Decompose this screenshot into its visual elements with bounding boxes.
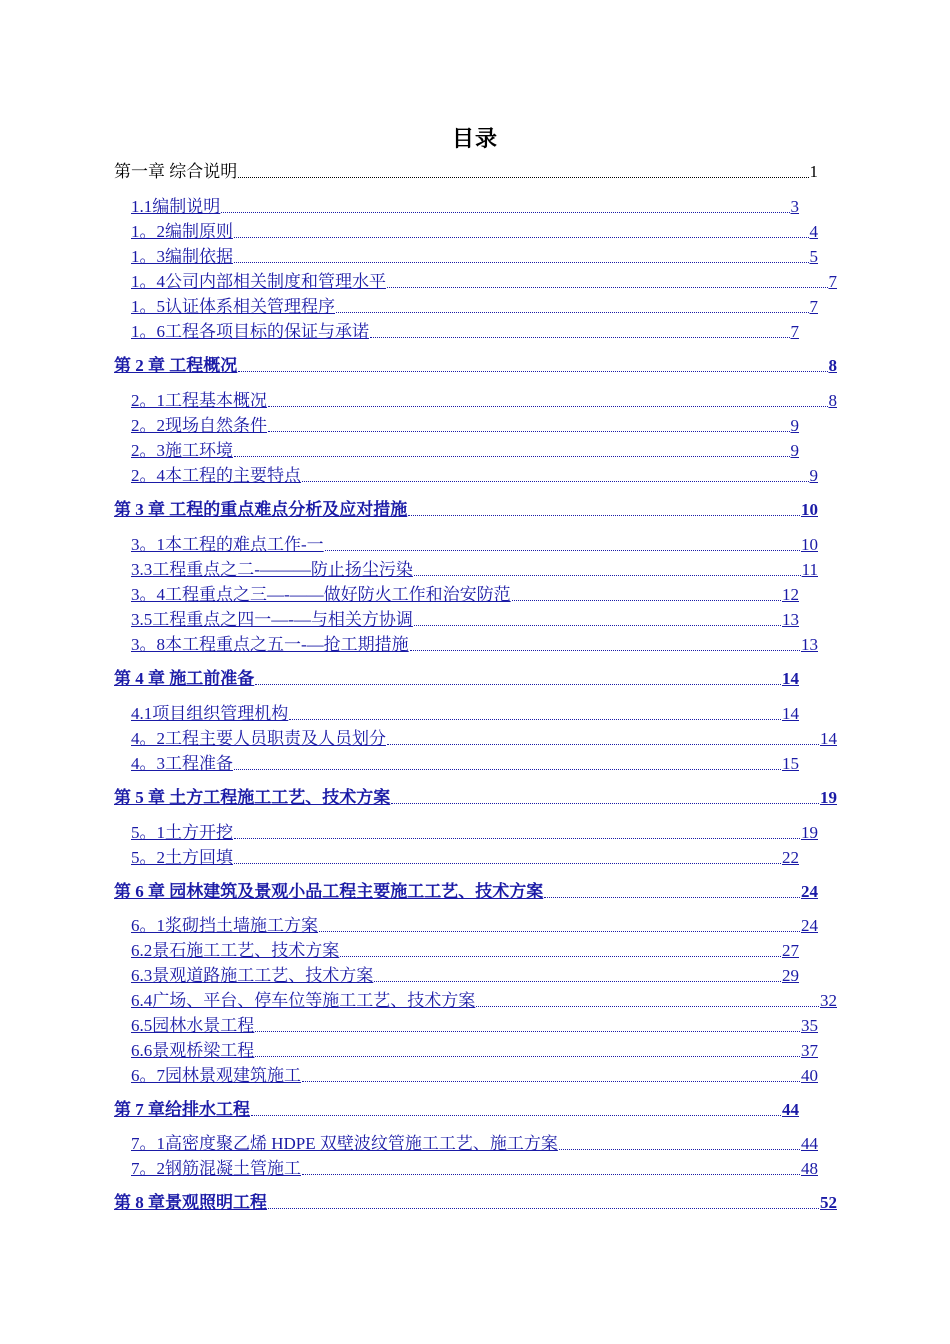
toc-label: 第一章 综合说明 bbox=[114, 162, 238, 181]
toc-page-number: 37 bbox=[801, 1041, 818, 1060]
toc-label: 第 5 章 土方工程施工工艺、技术方案 bbox=[114, 788, 391, 807]
toc-label: 第 3 章 工程的重点难点分析及应对措施 bbox=[114, 500, 408, 519]
toc-chapter-1 bbox=[114, 160, 818, 182]
toc-link-5-1[interactable] bbox=[131, 821, 818, 843]
toc-link-6-4[interactable] bbox=[131, 989, 837, 1011]
dot-leader bbox=[268, 406, 828, 407]
toc-label: 4。3工程准备 bbox=[131, 754, 233, 773]
dot-leader bbox=[234, 838, 800, 839]
toc-link-5-2[interactable] bbox=[131, 846, 799, 868]
dot-leader bbox=[268, 1208, 819, 1209]
dot-leader bbox=[268, 431, 790, 432]
toc-link-6-2[interactable] bbox=[131, 939, 799, 961]
dot-leader bbox=[387, 287, 828, 288]
dot-leader bbox=[234, 262, 809, 263]
toc-page-number: 40 bbox=[801, 1066, 818, 1085]
dot-leader bbox=[221, 212, 789, 213]
toc-page-number: 19 bbox=[801, 823, 818, 842]
toc-chapter-3[interactable] bbox=[114, 498, 818, 520]
toc-label: 1。5认证体系相关管理程序 bbox=[131, 297, 335, 316]
toc-page-number: 1 bbox=[809, 162, 818, 181]
dot-leader bbox=[302, 1081, 800, 1082]
toc-link-1-4[interactable] bbox=[131, 270, 837, 292]
toc-label: 2。2现场自然条件 bbox=[131, 416, 267, 435]
toc-link-7-2[interactable] bbox=[131, 1157, 818, 1179]
dot-leader bbox=[414, 625, 781, 626]
toc-page-number: 9 bbox=[790, 416, 799, 435]
toc-page-number: 3 bbox=[790, 197, 799, 216]
toc-page-number: 10 bbox=[801, 535, 818, 554]
toc-page-number: 29 bbox=[782, 966, 799, 985]
toc-link-3-4[interactable] bbox=[131, 583, 799, 605]
toc-label: 3。1本工程的难点工作-一 bbox=[131, 535, 324, 554]
toc-link-2-1[interactable] bbox=[131, 389, 837, 411]
toc-label: 1。6工程各项目标的保证与承诺 bbox=[131, 322, 369, 341]
toc-link-2-4[interactable] bbox=[131, 464, 818, 486]
dot-leader bbox=[234, 769, 781, 770]
toc-link-7-1[interactable] bbox=[131, 1132, 818, 1154]
dot-leader bbox=[414, 575, 801, 576]
toc-chapter-8[interactable] bbox=[114, 1191, 837, 1213]
dot-leader bbox=[325, 550, 800, 551]
toc-label: 3。8本工程重点之五一-—抢工期措施 bbox=[131, 635, 409, 654]
toc-page-number: 44 bbox=[782, 1100, 799, 1119]
dot-leader bbox=[336, 312, 809, 313]
toc-label: 6.2景石施工工艺、技术方案 bbox=[131, 941, 340, 960]
dot-leader bbox=[476, 1006, 819, 1007]
toc-label: 6.6景观桥梁工程 bbox=[131, 1041, 255, 1060]
toc-label: 6.5园林水景工程 bbox=[131, 1016, 255, 1035]
dot-leader bbox=[370, 337, 790, 338]
toc-label: 5。2土方回填 bbox=[131, 848, 233, 867]
toc-link-1-1[interactable] bbox=[131, 195, 799, 217]
dot-leader bbox=[234, 237, 809, 238]
toc-page-number: 14 bbox=[782, 704, 799, 723]
toc-page-number: 48 bbox=[801, 1159, 818, 1178]
toc-label: 第 2 章 工程概况 bbox=[114, 356, 238, 375]
toc-link-4-3[interactable] bbox=[131, 752, 799, 774]
toc-label: 1。2编制原则 bbox=[131, 222, 233, 241]
toc-chapter-4[interactable] bbox=[114, 667, 799, 689]
dot-leader bbox=[255, 684, 781, 685]
toc-label: 2。3施工环境 bbox=[131, 441, 233, 460]
toc-label: 第 7 章给排水工程 bbox=[114, 1100, 250, 1119]
toc-label: 4.1项目组织管理机构 bbox=[131, 704, 289, 723]
toc-page-number: 24 bbox=[801, 916, 818, 935]
toc-page-number: 13 bbox=[801, 635, 818, 654]
toc-link-3-8[interactable] bbox=[131, 633, 818, 655]
toc-link-6-3[interactable] bbox=[131, 964, 799, 986]
toc-label: 4。2工程主要人员职责及人员划分 bbox=[131, 729, 386, 748]
dot-leader bbox=[410, 650, 800, 651]
toc-page-number: 8 bbox=[828, 356, 837, 375]
dot-leader bbox=[512, 600, 781, 601]
toc-page-number: 8 bbox=[828, 391, 837, 410]
toc-page-number: 19 bbox=[820, 788, 837, 807]
toc-page-number: 13 bbox=[782, 610, 799, 629]
toc-label: 7。1高密度聚乙烯 HDPE 双壁波纹管施工工艺、施工方案 bbox=[131, 1134, 558, 1153]
dot-leader bbox=[251, 1115, 781, 1116]
dot-leader bbox=[559, 1149, 800, 1150]
toc-link-3-1[interactable] bbox=[131, 533, 818, 555]
dot-leader bbox=[289, 719, 781, 720]
toc-link-2-3[interactable] bbox=[131, 439, 799, 461]
toc-page-number: 7 bbox=[828, 272, 837, 291]
toc-page-number: 10 bbox=[801, 500, 818, 519]
toc-page-number: 35 bbox=[801, 1016, 818, 1035]
toc-label: 第 4 章 施工前准备 bbox=[114, 669, 255, 688]
toc-link-3-3[interactable] bbox=[131, 558, 818, 580]
dot-leader bbox=[255, 1056, 800, 1057]
toc-link-6-7[interactable] bbox=[131, 1064, 818, 1086]
toc-chapter-2[interactable] bbox=[114, 354, 837, 376]
toc-label: 3。4工程重点之三—-——做好防火工作和治安防范 bbox=[131, 585, 511, 604]
dot-leader bbox=[408, 515, 800, 516]
toc-page-number: 14 bbox=[820, 729, 837, 748]
toc-page-number: 24 bbox=[801, 882, 818, 901]
toc-label: 2。4本工程的主要特点 bbox=[131, 466, 301, 485]
toc-page-number: 7 bbox=[809, 297, 818, 316]
toc-page-number: 4 bbox=[809, 222, 818, 241]
toc-page-number: 14 bbox=[782, 669, 799, 688]
toc-page-number: 32 bbox=[820, 991, 837, 1010]
toc-page-number: 27 bbox=[782, 941, 799, 960]
toc-chapter-6[interactable] bbox=[114, 880, 818, 902]
dot-leader bbox=[238, 177, 808, 178]
dot-leader bbox=[340, 956, 781, 957]
toc-link-4-2[interactable] bbox=[131, 727, 837, 749]
dot-leader bbox=[391, 803, 819, 804]
toc-link-1-3[interactable] bbox=[131, 245, 818, 267]
toc-page-number: 52 bbox=[820, 1193, 837, 1212]
toc-label: 3.5工程重点之四一—-—与相关方协调 bbox=[131, 610, 413, 629]
toc-link-1-5[interactable] bbox=[131, 295, 818, 317]
toc-link-2-2[interactable] bbox=[131, 414, 799, 436]
toc-page-number: 9 bbox=[809, 466, 818, 485]
toc-page-number: 9 bbox=[790, 441, 799, 460]
toc-page-number: 5 bbox=[809, 247, 818, 266]
dot-leader bbox=[238, 371, 827, 372]
dot-leader bbox=[302, 481, 809, 482]
toc-page-number: 22 bbox=[782, 848, 799, 867]
toc-label: 6.3景观道路施工工艺、技术方案 bbox=[131, 966, 374, 985]
toc-label: 2。1工程基本概况 bbox=[131, 391, 267, 410]
toc-page-number: 44 bbox=[801, 1134, 818, 1153]
toc-label: 1。3编制依据 bbox=[131, 247, 233, 266]
toc-label: 6。1浆砌挡土墙施工方案 bbox=[131, 916, 318, 935]
toc-label: 1。4公司内部相关制度和管理水平 bbox=[131, 272, 386, 291]
dot-leader bbox=[319, 931, 800, 932]
toc-link-1-6[interactable] bbox=[131, 320, 799, 342]
toc-link-4-1[interactable] bbox=[131, 702, 799, 724]
toc-link-3-5[interactable] bbox=[131, 608, 799, 630]
dot-leader bbox=[374, 981, 781, 982]
dot-leader bbox=[234, 863, 781, 864]
toc-link-6-5[interactable] bbox=[131, 1014, 818, 1036]
dot-leader bbox=[302, 1174, 800, 1175]
toc-link-6-1[interactable] bbox=[131, 914, 818, 936]
toc-chapter-5[interactable] bbox=[114, 786, 837, 808]
toc-page-number: 7 bbox=[790, 322, 799, 341]
toc-label: 第 8 章景观照明工程 bbox=[114, 1193, 267, 1212]
dot-leader bbox=[544, 897, 800, 898]
toc-label: 6。7园林景观建筑施工 bbox=[131, 1066, 301, 1085]
toc-label: 第 6 章 园林建筑及景观小品工程主要施工工艺、技术方案 bbox=[114, 882, 544, 901]
toc-page-number: 15 bbox=[782, 754, 799, 773]
dot-leader bbox=[234, 456, 790, 457]
toc-label: 3.3工程重点之二-———防止扬尘污染 bbox=[131, 560, 413, 579]
toc-link-6-6[interactable] bbox=[131, 1039, 818, 1061]
dot-leader bbox=[255, 1031, 800, 1032]
dot-leader bbox=[387, 744, 819, 745]
toc-link-1-2[interactable] bbox=[131, 220, 818, 242]
toc-page-number: 12 bbox=[782, 585, 799, 604]
toc-label: 6.4广场、平台、停车位等施工工艺、技术方案 bbox=[131, 991, 476, 1010]
toc-chapter-7[interactable] bbox=[114, 1098, 799, 1120]
toc-label: 1.1编制说明 bbox=[131, 197, 221, 216]
page-title: 目录 bbox=[451, 126, 498, 151]
toc-label: 7。2钢筋混凝土管施工 bbox=[131, 1159, 301, 1178]
toc-page-number: 11 bbox=[801, 560, 818, 579]
toc-label: 5。1土方开挖 bbox=[131, 823, 233, 842]
